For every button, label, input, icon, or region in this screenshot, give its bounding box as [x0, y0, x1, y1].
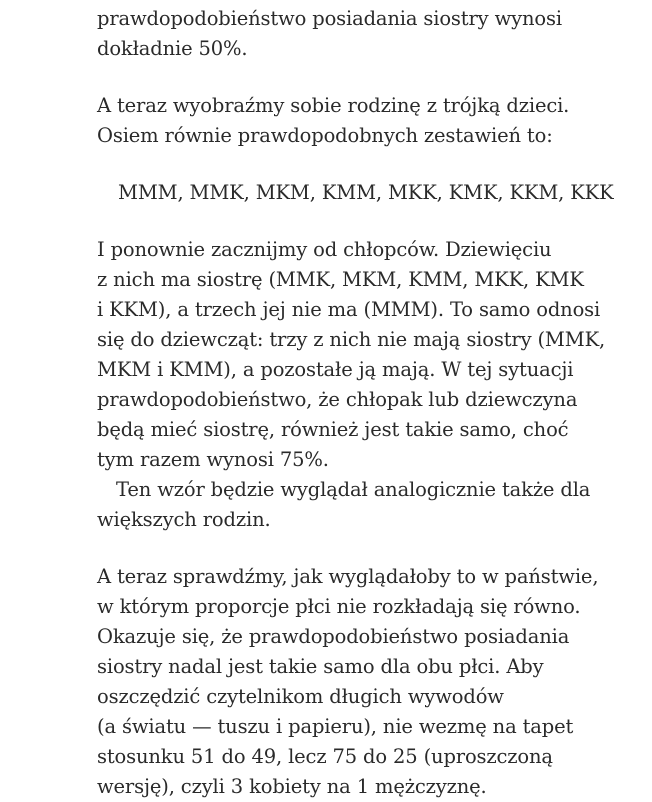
text-line: (a światu — tuszu i papieru), nie wezmę na tapet [97, 715, 574, 738]
paragraph-three-children-intro [97, 91, 652, 151]
text-line: z nich ma siostrę (MMK, MKM, KMM, MKK, KMK [97, 268, 584, 291]
text-line: Okazuje się, że prawdopodobieństwo posiadania [97, 625, 570, 648]
text-line: i KKM), a trzech jej nie ma (MMM). To samo odnosi [97, 298, 601, 321]
text-line: tym razem wynosi 75%. [97, 448, 329, 471]
text-line: oszczędzić czytelnikom długich wywodów [97, 685, 504, 708]
text-line: większych rodzin. [97, 508, 271, 531]
text-line: Ten wzór będzie wyglądał analogicznie także dla [116, 478, 591, 501]
text-line: A teraz sprawdźmy, jak wyglądałoby to w państwie, [97, 565, 599, 588]
text-line: A teraz wyobraźmy sobie rodzinę z trójką dzieci. [97, 94, 570, 117]
paragraph-boys-girls-analysis [97, 235, 652, 475]
text-line: MMM, MMK, MKM, KMM, MKK, KMK, KKM, KKK [118, 181, 614, 204]
text-line: MKM i KMM), a pozostałe ją mają. W tej sytuacji [97, 358, 574, 381]
text-line: stosunku 51 do 49, lecz 75 do 25 (uproszczoną [97, 745, 553, 768]
text-line: I ponownie zacznijmy od chłopców. Dziewięciu [97, 238, 552, 261]
text-line: siostry nadal jest takie samo dla obu płci. Aby [97, 655, 544, 678]
text-line: w którym proporcje płci nie rozkładają się równo. [97, 595, 581, 618]
text-line: dokładnie 50%. [97, 37, 248, 60]
text-line: prawdopodobieństwo posiadania siostry wynosi [97, 7, 562, 30]
paragraph-probability-50 [97, 4, 652, 64]
text-line: się do dziewcząt: trzy z nich nie mają siostry (MMK, [97, 328, 606, 351]
paragraph-pattern-larger-families [97, 475, 652, 535]
text-line: będą mieć siostrę, również jest takie samo, choć [97, 418, 569, 441]
paragraph-unequal-proportions [97, 562, 652, 802]
text-line: Osiem równie prawdopodobnych zestawień to: [97, 124, 553, 147]
combinations-line [97, 178, 652, 208]
text-line: prawdopodobieństwo, że chłopak lub dziewczyna [97, 388, 578, 411]
text-line: wersję), czyli 3 kobiety na 1 mężczyznę. [97, 775, 487, 798]
